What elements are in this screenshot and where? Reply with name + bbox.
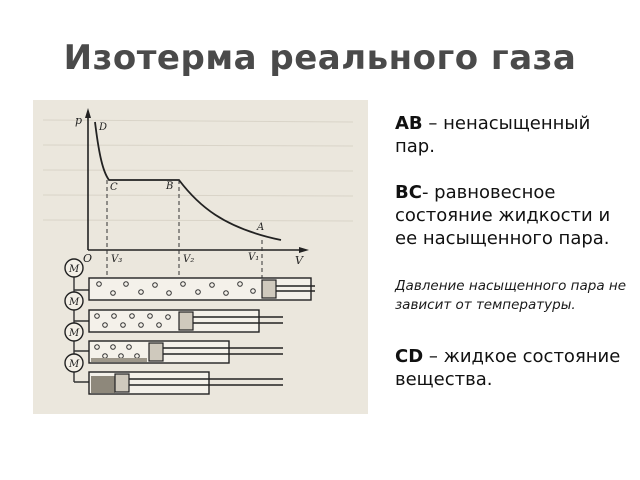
svg-text:M: M	[69, 328, 80, 339]
svg-text:M: M	[69, 297, 80, 308]
point-b-label: B	[166, 181, 174, 192]
desc-note: Давление насыщенного пара не зависит от температуры.	[395, 278, 627, 313]
p-axis-arrow	[85, 108, 91, 118]
description-panel	[395, 112, 635, 391]
tick-v2: V₂	[183, 254, 195, 265]
gauge-4	[65, 354, 83, 372]
origin-label: O	[83, 252, 93, 265]
cylinder-2	[89, 310, 283, 332]
desc-cd: CD – жидкое состояние вещества.	[395, 346, 621, 390]
gauge-3	[65, 323, 83, 341]
point-d-label: D	[99, 122, 108, 133]
cylinder-4	[89, 372, 283, 394]
cylinder-3	[89, 341, 283, 363]
point-a-label: A	[257, 222, 265, 233]
desc-bc: BC- равновесное состояние жидкости и ее насыщенного пара.	[395, 182, 611, 249]
isotherm-figure	[33, 100, 368, 414]
tick-v3: V₃	[111, 254, 123, 265]
desc-ab: AB – ненасыщенный пар.	[395, 113, 591, 157]
gauge-2	[65, 292, 83, 310]
gauge-1	[65, 259, 83, 277]
point-c-label: C	[110, 182, 118, 193]
p-axis-label: p	[75, 114, 83, 127]
svg-text:M: M	[69, 359, 80, 370]
tick-v1: V₁	[248, 252, 260, 263]
slide-title: Изотерма реального газа	[63, 38, 577, 78]
svg-text:M: M	[69, 264, 80, 275]
v-axis-label: V	[295, 254, 303, 267]
isotherm-diagram	[33, 100, 368, 414]
isotherm-curve	[95, 122, 281, 240]
cylinder-1	[89, 278, 315, 300]
v-axis-arrow	[299, 247, 309, 253]
